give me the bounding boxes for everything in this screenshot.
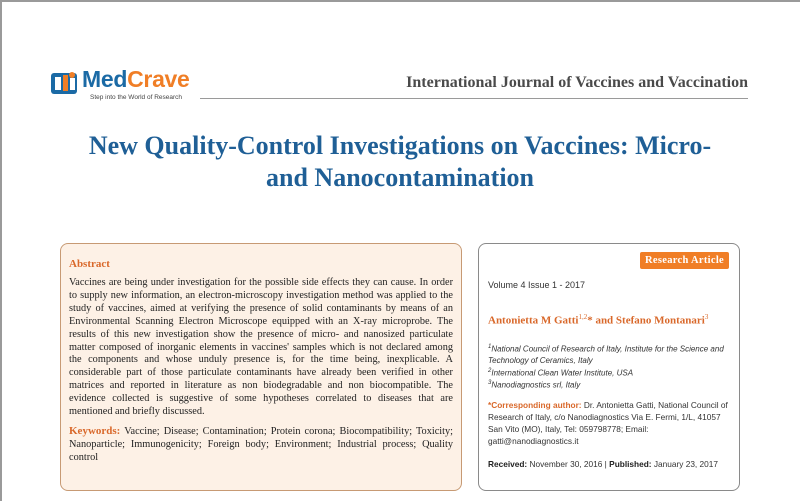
received-label: Received: xyxy=(488,459,528,469)
volume-issue: Volume 4 Issue 1 - 2017 xyxy=(488,280,586,290)
journal-header xyxy=(50,62,748,102)
abstract-heading: Abstract xyxy=(69,258,110,270)
logo-med: Med xyxy=(82,66,128,92)
affiliation-2 xyxy=(488,366,733,379)
logo-crave: Crave xyxy=(127,66,190,92)
published-date: January 23, 2017 xyxy=(651,459,719,469)
keywords-label: Keywords: xyxy=(69,424,121,437)
affiliations xyxy=(488,342,733,391)
article-dates xyxy=(488,458,733,470)
affiliation-3 xyxy=(488,378,733,391)
header-divider xyxy=(200,98,748,99)
research-article-badge: Research Article xyxy=(640,252,729,269)
affiliation-3-text: Nanodiagnostics srl, Italy xyxy=(491,380,581,390)
corresponding-author-text: Dr. Antonietta Gatti, National Council of Research of Italy, c/o Nanodiagnostics Via E. Fermi, 1/L, 41057 San Vito (MO), Italy, Tel: 059798778; Email: gatti@nanodiagnostics.it xyxy=(488,400,728,446)
medcrave-logo-icon xyxy=(50,70,80,96)
published-label: Published: xyxy=(609,459,652,469)
affiliation-2-text: International Clean Water Institute, USA xyxy=(491,368,634,378)
article-title xyxy=(40,130,760,194)
corresponding-author xyxy=(488,399,733,447)
keywords-list: Vaccine; Disease; Contamination; Protein corona; Biocompatibility; Toxicity; Nanoparticle; Immunogenicity; Foreign body; Environment; Industrial process; Quality control xyxy=(69,425,454,463)
title-line-2: and Nanocontamination xyxy=(266,163,534,192)
journal-name: International Journal of Vaccines and Vaccination xyxy=(406,74,748,91)
abstract-box xyxy=(60,243,462,491)
affiliation-1 xyxy=(488,342,733,366)
article-info-box xyxy=(478,243,740,491)
affiliation-1-number: 1 xyxy=(488,344,492,350)
received-date: November 30, 2016 | xyxy=(527,459,610,469)
author-1[interactable]: Antonietta M Gatti xyxy=(488,314,579,327)
logo-tagline: Step into the World of Research xyxy=(90,94,183,101)
corresponding-author-label: *Corresponding author: xyxy=(488,400,582,410)
author-1-affiliation-marks: 1,2 xyxy=(578,313,588,321)
title-line-1: New Quality-Control Investigations on Vaccines: Micro- xyxy=(88,131,712,160)
abstract-text: Vaccines are being under investigation for the possible side effects they can cause. In order to supply new information, an electron-microscopy investigation method was applied to the study of vaccines, aimed at verifying the presence of solid contaminants by means of an Environmental Scanning Electron Microscope equipped with an X-ray microprobe. The results of this new investigation show the presence of micro- and nanosized particulate matter composed of inorganic elements in vaccines' samples which is not declared among the components and whose unduly presence is, for the time being, inexplicable. A considerable part of those particulate contaminants have already been verified in other matrices and reported in literature as non biodegradable and non biocompatible. The evidence collected is suggestive of some hypotheses correlated to diseases that are mentioned and briefly discussed. xyxy=(69,277,453,418)
authors xyxy=(488,310,728,328)
medcrave-logo[interactable] xyxy=(50,68,210,102)
affiliation-1-text: National Council of Research of Italy, Institute for the Science and Technology of Ceramics, Italy xyxy=(488,344,724,365)
logo-wordmark xyxy=(82,66,190,93)
keywords-paragraph xyxy=(69,425,453,465)
author-2-affiliation-mark: 3 xyxy=(704,313,709,321)
author-joiner: * and Stefano Montanari xyxy=(587,314,705,327)
affiliation-2-number: 2 xyxy=(488,367,492,374)
affiliation-3-number: 3 xyxy=(488,380,492,387)
